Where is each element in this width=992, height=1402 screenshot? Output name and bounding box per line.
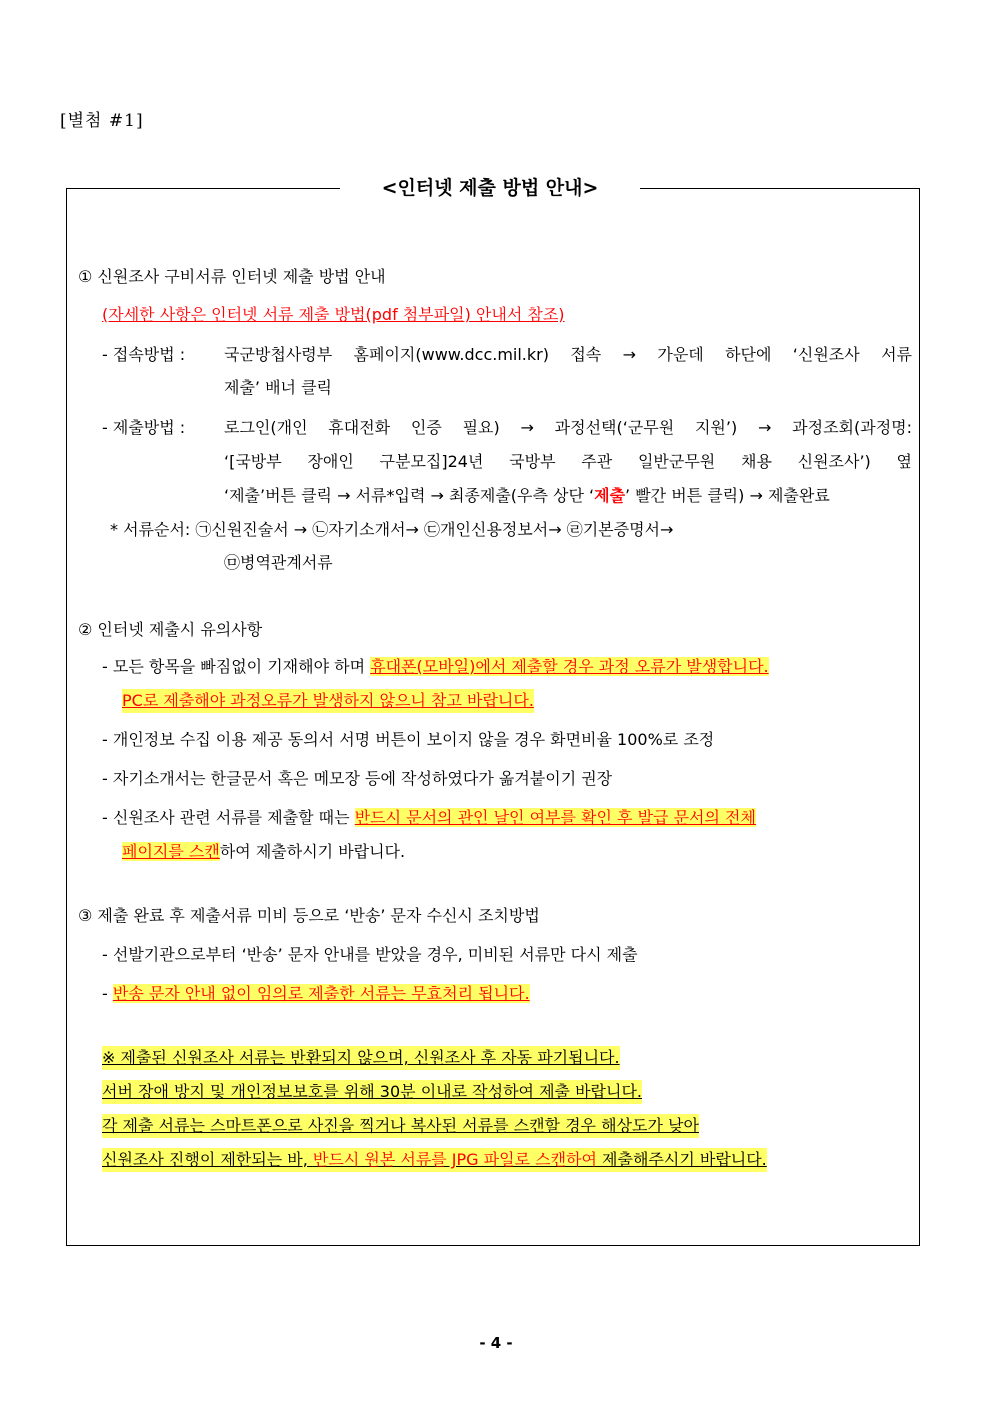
caution-4-line-2 [122,840,405,864]
access-method-line-2: 제출’ 배너 클릭 [224,378,332,397]
caution-1-line-2: PC로 제출해야 과정오류가 발생하지 않으니 참고 바랍니다. [122,689,534,713]
caution-4-highlight: 반드시 문서의 관인 날인 여부를 확인 후 발급 문서의 전체 [354,808,756,827]
access-method-label: - 접속방법 : [102,345,186,364]
note-line-2: 서버 장애 방지 및 개인정보보호를 위해 30분 이내로 작성하여 제출 바랍니다. [102,1080,642,1104]
submit-line-3-part-c: ’ 빨간 버튼 클릭) → 제출완료 [625,486,830,505]
caution-3: - 자기소개서는 한글문서 혹은 메모장 등에 작성하였다가 옮겨붙이기 권장 [102,769,613,788]
submit-method-line-2: ‘[국방부 장애인 구분모집]24년 국방부 주관 일반군무원 채용 신원조사’) 옆 [224,452,912,471]
section-3-heading: ③ 제출 완료 후 제출서류 미비 등으로 ‘반송’ 문자 수신시 조치방법 [78,906,540,925]
document-order-line-1: * 서류순서: ㉠신원진술서 → ㉡자기소개서→ ㉢개인신용정보서→ ㉣기본증명서→ [110,520,674,539]
section-2-heading: ② 인터넷 제출시 유의사항 [78,620,263,639]
caution-2: - 개인정보 수집 이용 제공 동의서 서명 버튼이 보이지 않을 경우 화면비율 100%로 조정 [102,730,715,749]
access-method-line-1: 국군방첩사령부 홈페이지(www.dcc.mil.kr) 접속 → 가운데 하단에 ‘신원조사 서류 [224,345,912,364]
document-order-line-2: ㉤병역관계서류 [224,553,333,572]
caution-1-text: - 모든 항목을 빠짐없이 기재해야 하며 [102,657,371,676]
note-line-3: 각 제출 서류는 스마트폰으로 사진을 찍거나 복사된 서류를 스캔할 경우 해상도가 낮아 [102,1114,699,1138]
note-line-4-red: 반드시 원본 서류를 JPG 파일로 스캔하여 [312,1150,597,1169]
document-title: <인터넷 제출 방법 안내> [340,173,640,203]
caution-4-highlight-2: 페이지를 스캔 [122,842,220,861]
caution-1-line-1 [102,655,769,679]
caution-1-highlight: 휴대폰(모바일)에서 제출할 경우 과정 오류가 발생합니다. [370,657,769,676]
return-step-2-highlight: 반송 문자 안내 없이 임의로 제출한 서류는 무효처리 됩니다. [112,984,530,1003]
submit-method-line-1: 로그인(개인 휴대전화 인증 필요) → 과정선택(‘군무원 지원’) → 과정조회(과정명: [224,418,912,437]
section-1-notice: (자세한 사항은 인터넷 서류 제출 방법(pdf 첨부파일) 안내서 참조) [102,305,565,324]
section-1-heading: ① 신원조사 구비서류 인터넷 제출 방법 안내 [78,267,386,286]
note-line-1: ※ 제출된 신원조사 서류는 반환되지 않으며, 신원조사 후 자동 파기됩니다. [102,1046,620,1070]
note-line-4-part-c: 제출해주시기 바랍니다. [596,1150,767,1169]
caution-4-tail: 하여 제출하시기 바랍니다. [219,842,406,861]
return-step-2-dash: - [102,984,113,1003]
attachment-label: [별첨 #1] [60,111,144,131]
note-line-4 [102,1148,767,1172]
return-step-1: - 선발기관으로부터 ‘반송’ 문자 안내를 받았을 경우, 미비된 서류만 다시 제출 [102,945,638,964]
submit-red-word: 제출 [594,486,626,505]
submit-method-label: - 제출방법 : [102,418,186,437]
return-step-2 [102,982,530,1006]
submit-method-line-3 [224,484,830,508]
caution-4-text: - 신원조사 관련 서류를 제출할 때는 [102,808,355,827]
note-line-4-part-a: 신원조사 진행이 제한되는 바, [102,1150,313,1169]
page-number: - 4 - [479,1334,513,1352]
submit-line-3-part-a: ‘제출’버튼 클릭 → 서류*입력 → 최종제출(우측 상단 ‘ [224,486,595,505]
caution-4-line-1 [102,806,756,830]
